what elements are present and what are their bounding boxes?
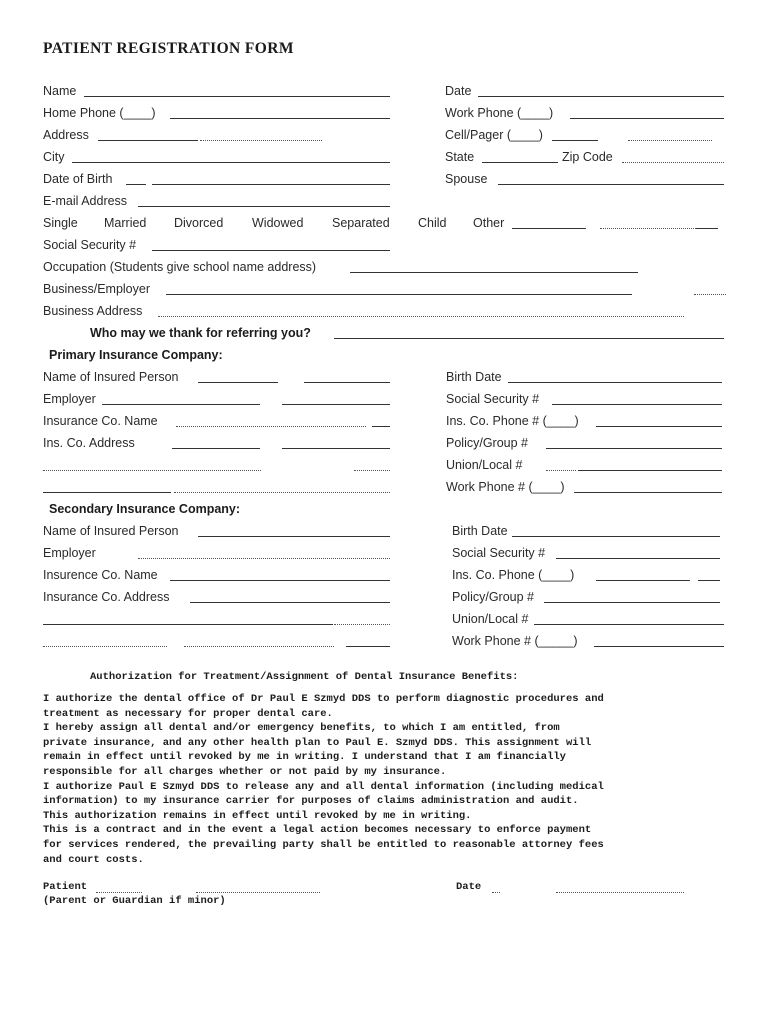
secondary-employer-field[interactable] bbox=[138, 558, 390, 559]
primary-employer-field-2[interactable] bbox=[282, 404, 390, 405]
guardian-note: (Parent or Guardian if minor) bbox=[43, 895, 226, 907]
work-phone-label: Work Phone (____) bbox=[445, 106, 554, 120]
primary-policy-label: Policy/Group # bbox=[446, 436, 528, 450]
email-label: E-mail Address bbox=[43, 194, 128, 208]
secondary-address-line-3b[interactable] bbox=[184, 646, 334, 647]
home-phone-field[interactable] bbox=[170, 118, 390, 119]
city-field[interactable] bbox=[72, 162, 390, 163]
primary-address-line-3[interactable] bbox=[43, 492, 171, 493]
secondary-birth-date-field[interactable] bbox=[512, 536, 720, 537]
referral-label: Who may we thank for referring you? bbox=[90, 326, 311, 340]
secondary-co-name-label: Insurence Co. Name bbox=[43, 568, 158, 582]
state-label: State bbox=[445, 150, 475, 164]
primary-insured-name-label: Name of Insured Person bbox=[43, 370, 179, 384]
secondary-union-field[interactable] bbox=[534, 624, 724, 625]
name-label: Name bbox=[43, 84, 77, 98]
state-field[interactable] bbox=[482, 162, 558, 163]
secondary-insured-name-label: Name of Insured Person bbox=[43, 524, 179, 538]
primary-union-field[interactable] bbox=[578, 470, 722, 471]
dob-field-month[interactable] bbox=[126, 184, 146, 185]
primary-co-address-field-2[interactable] bbox=[282, 448, 390, 449]
ssn-field[interactable] bbox=[152, 250, 390, 251]
secondary-work-phone-field[interactable] bbox=[594, 646, 724, 647]
marital-other-extra-line[interactable] bbox=[696, 228, 718, 229]
primary-union-field-a[interactable] bbox=[546, 470, 576, 471]
primary-employer-label: Employer bbox=[43, 392, 96, 406]
secondary-co-phone-label: Ins. Co. Phone (____) bbox=[452, 568, 575, 582]
secondary-address-line-3[interactable] bbox=[43, 646, 167, 647]
secondary-address-line-2b[interactable] bbox=[334, 624, 390, 625]
secondary-birth-date-label: Birth Date bbox=[452, 524, 508, 538]
marital-other[interactable]: Other bbox=[473, 216, 505, 230]
cell-pager-field-extra[interactable] bbox=[628, 140, 712, 141]
cell-pager-label: Cell/Pager (____) bbox=[445, 128, 543, 142]
primary-co-address-label: Ins. Co. Address bbox=[43, 436, 135, 450]
address-field-extra[interactable] bbox=[200, 140, 322, 141]
secondary-work-phone-label: Work Phone # (_____) bbox=[452, 634, 578, 648]
primary-employer-field[interactable] bbox=[102, 404, 260, 405]
marital-child[interactable]: Child bbox=[418, 216, 447, 230]
patient-signature-label: Patient bbox=[43, 881, 88, 893]
secondary-insured-name-field[interactable] bbox=[198, 536, 390, 537]
primary-work-phone-label: Work Phone # (____) bbox=[446, 480, 565, 494]
primary-policy-field[interactable] bbox=[546, 448, 722, 449]
secondary-ssn-label: Social Security # bbox=[452, 546, 546, 560]
email-field[interactable] bbox=[138, 206, 390, 207]
authorization-body: I authorize the dental office of Dr Paul E Szmyd DDS to perform diagnostic procedures and treatment as necessary for proper dental care. I hereby assign all dental and/or emergency benefits, to which I am entitled, from private insurance, and any other health plan to Paul E. Szmyd DDS. This assignment will remain in effect until revoked by me in writing. I understand that I am financially responsible for all charges whether or not paid by my insurance. I authorize Paul E Szmyd DDS to release any and all dental information (including medical information) to my insurance carrier for purposes of claims administration and audit. This authorization remains in effect until revoked by me in writing. This is a contract and in the event a legal action becomes necessary to enforce payment for services rendered, the prevailing party shall be entitled to reasonable attorney fees and court costs. bbox=[43, 693, 604, 866]
date-field[interactable] bbox=[478, 96, 724, 97]
occupation-label: Occupation (Students give school name address) bbox=[43, 260, 317, 274]
primary-co-address-field[interactable] bbox=[172, 448, 260, 449]
marital-divorced[interactable]: Divorced bbox=[174, 216, 224, 230]
primary-birth-date-field[interactable] bbox=[508, 382, 722, 383]
patient-signature-field-2[interactable] bbox=[196, 892, 320, 893]
date-label: Date bbox=[445, 84, 472, 98]
secondary-policy-label: Policy/Group # bbox=[452, 590, 534, 604]
name-field[interactable] bbox=[84, 96, 390, 97]
ssn-label: Social Security # bbox=[43, 238, 137, 252]
secondary-co-phone-field-2[interactable] bbox=[698, 580, 720, 581]
secondary-union-label: Union/Local # bbox=[452, 612, 529, 626]
primary-insurance-heading: Primary Insurance Company: bbox=[49, 348, 223, 362]
patient-signature-field[interactable] bbox=[96, 892, 142, 893]
secondary-co-address-field[interactable] bbox=[190, 602, 390, 603]
business-address-field[interactable] bbox=[158, 316, 684, 317]
signature-date-field[interactable] bbox=[556, 892, 684, 893]
marital-other-field[interactable] bbox=[512, 228, 586, 229]
cell-pager-field[interactable] bbox=[552, 140, 598, 141]
primary-union-label: Union/Local # bbox=[446, 458, 523, 472]
secondary-policy-field[interactable] bbox=[544, 602, 720, 603]
primary-address-line-3b[interactable] bbox=[174, 492, 390, 493]
marital-separated[interactable]: Separated bbox=[332, 216, 390, 230]
address-label: Address bbox=[43, 128, 89, 142]
secondary-employer-label: Employer bbox=[43, 546, 96, 560]
signature-date-label: Date bbox=[456, 881, 482, 893]
business-address-label: Business Address bbox=[43, 304, 143, 318]
primary-co-name-field[interactable] bbox=[176, 426, 366, 427]
secondary-co-address-label: Insurance Co. Address bbox=[43, 590, 170, 604]
primary-co-phone-field[interactable] bbox=[596, 426, 722, 427]
business-employer-field[interactable] bbox=[166, 294, 632, 295]
date-of-birth-label: Date of Birth bbox=[43, 172, 113, 186]
secondary-co-phone-field[interactable] bbox=[596, 580, 690, 581]
form-title: PATIENT REGISTRATION FORM bbox=[43, 40, 294, 57]
work-phone-field[interactable] bbox=[570, 118, 724, 119]
authorization-heading: Authorization for Treatment/Assignment of Dental Insurance Benefits: bbox=[90, 671, 519, 683]
primary-ssn-field[interactable] bbox=[552, 404, 722, 405]
spouse-field[interactable] bbox=[498, 184, 724, 185]
occupation-field[interactable] bbox=[350, 272, 638, 273]
marital-other-extra[interactable] bbox=[600, 228, 696, 229]
home-phone-label: Home Phone (____) bbox=[43, 106, 156, 120]
dob-field[interactable] bbox=[152, 184, 390, 185]
zip-code-field[interactable] bbox=[622, 162, 724, 163]
secondary-address-line-3c[interactable] bbox=[346, 646, 390, 647]
primary-co-phone-label: Ins. Co. Phone # (____) bbox=[446, 414, 579, 428]
city-label: City bbox=[43, 150, 65, 164]
primary-address-line-2b[interactable] bbox=[354, 470, 390, 471]
secondary-address-line-2[interactable] bbox=[43, 624, 333, 625]
business-employer-label: Business/Employer bbox=[43, 282, 150, 296]
primary-co-name-label: Insurance Co. Name bbox=[43, 414, 158, 428]
primary-co-name-field-2[interactable] bbox=[372, 426, 390, 427]
address-field[interactable] bbox=[98, 140, 198, 141]
spouse-label: Spouse bbox=[445, 172, 488, 186]
marital-single[interactable]: Single bbox=[43, 216, 78, 230]
primary-ssn-label: Social Security # bbox=[446, 392, 540, 406]
referral-field[interactable] bbox=[334, 338, 724, 339]
marital-widowed[interactable]: Widowed bbox=[252, 216, 304, 230]
secondary-insurance-heading: Secondary Insurance Company: bbox=[49, 502, 241, 516]
primary-work-phone-field[interactable] bbox=[574, 492, 722, 493]
secondary-co-name-field[interactable] bbox=[170, 580, 390, 581]
primary-address-line-2[interactable] bbox=[43, 470, 261, 471]
primary-birth-date-label: Birth Date bbox=[446, 370, 502, 384]
zip-code-label: Zip Code bbox=[562, 150, 613, 164]
primary-insured-name-field-2[interactable] bbox=[304, 382, 390, 383]
business-employer-extra[interactable] bbox=[694, 294, 726, 295]
marital-married[interactable]: Married bbox=[104, 216, 147, 230]
primary-insured-name-field[interactable] bbox=[198, 382, 278, 383]
secondary-ssn-field[interactable] bbox=[556, 558, 720, 559]
signature-date-field-a[interactable] bbox=[492, 892, 500, 893]
